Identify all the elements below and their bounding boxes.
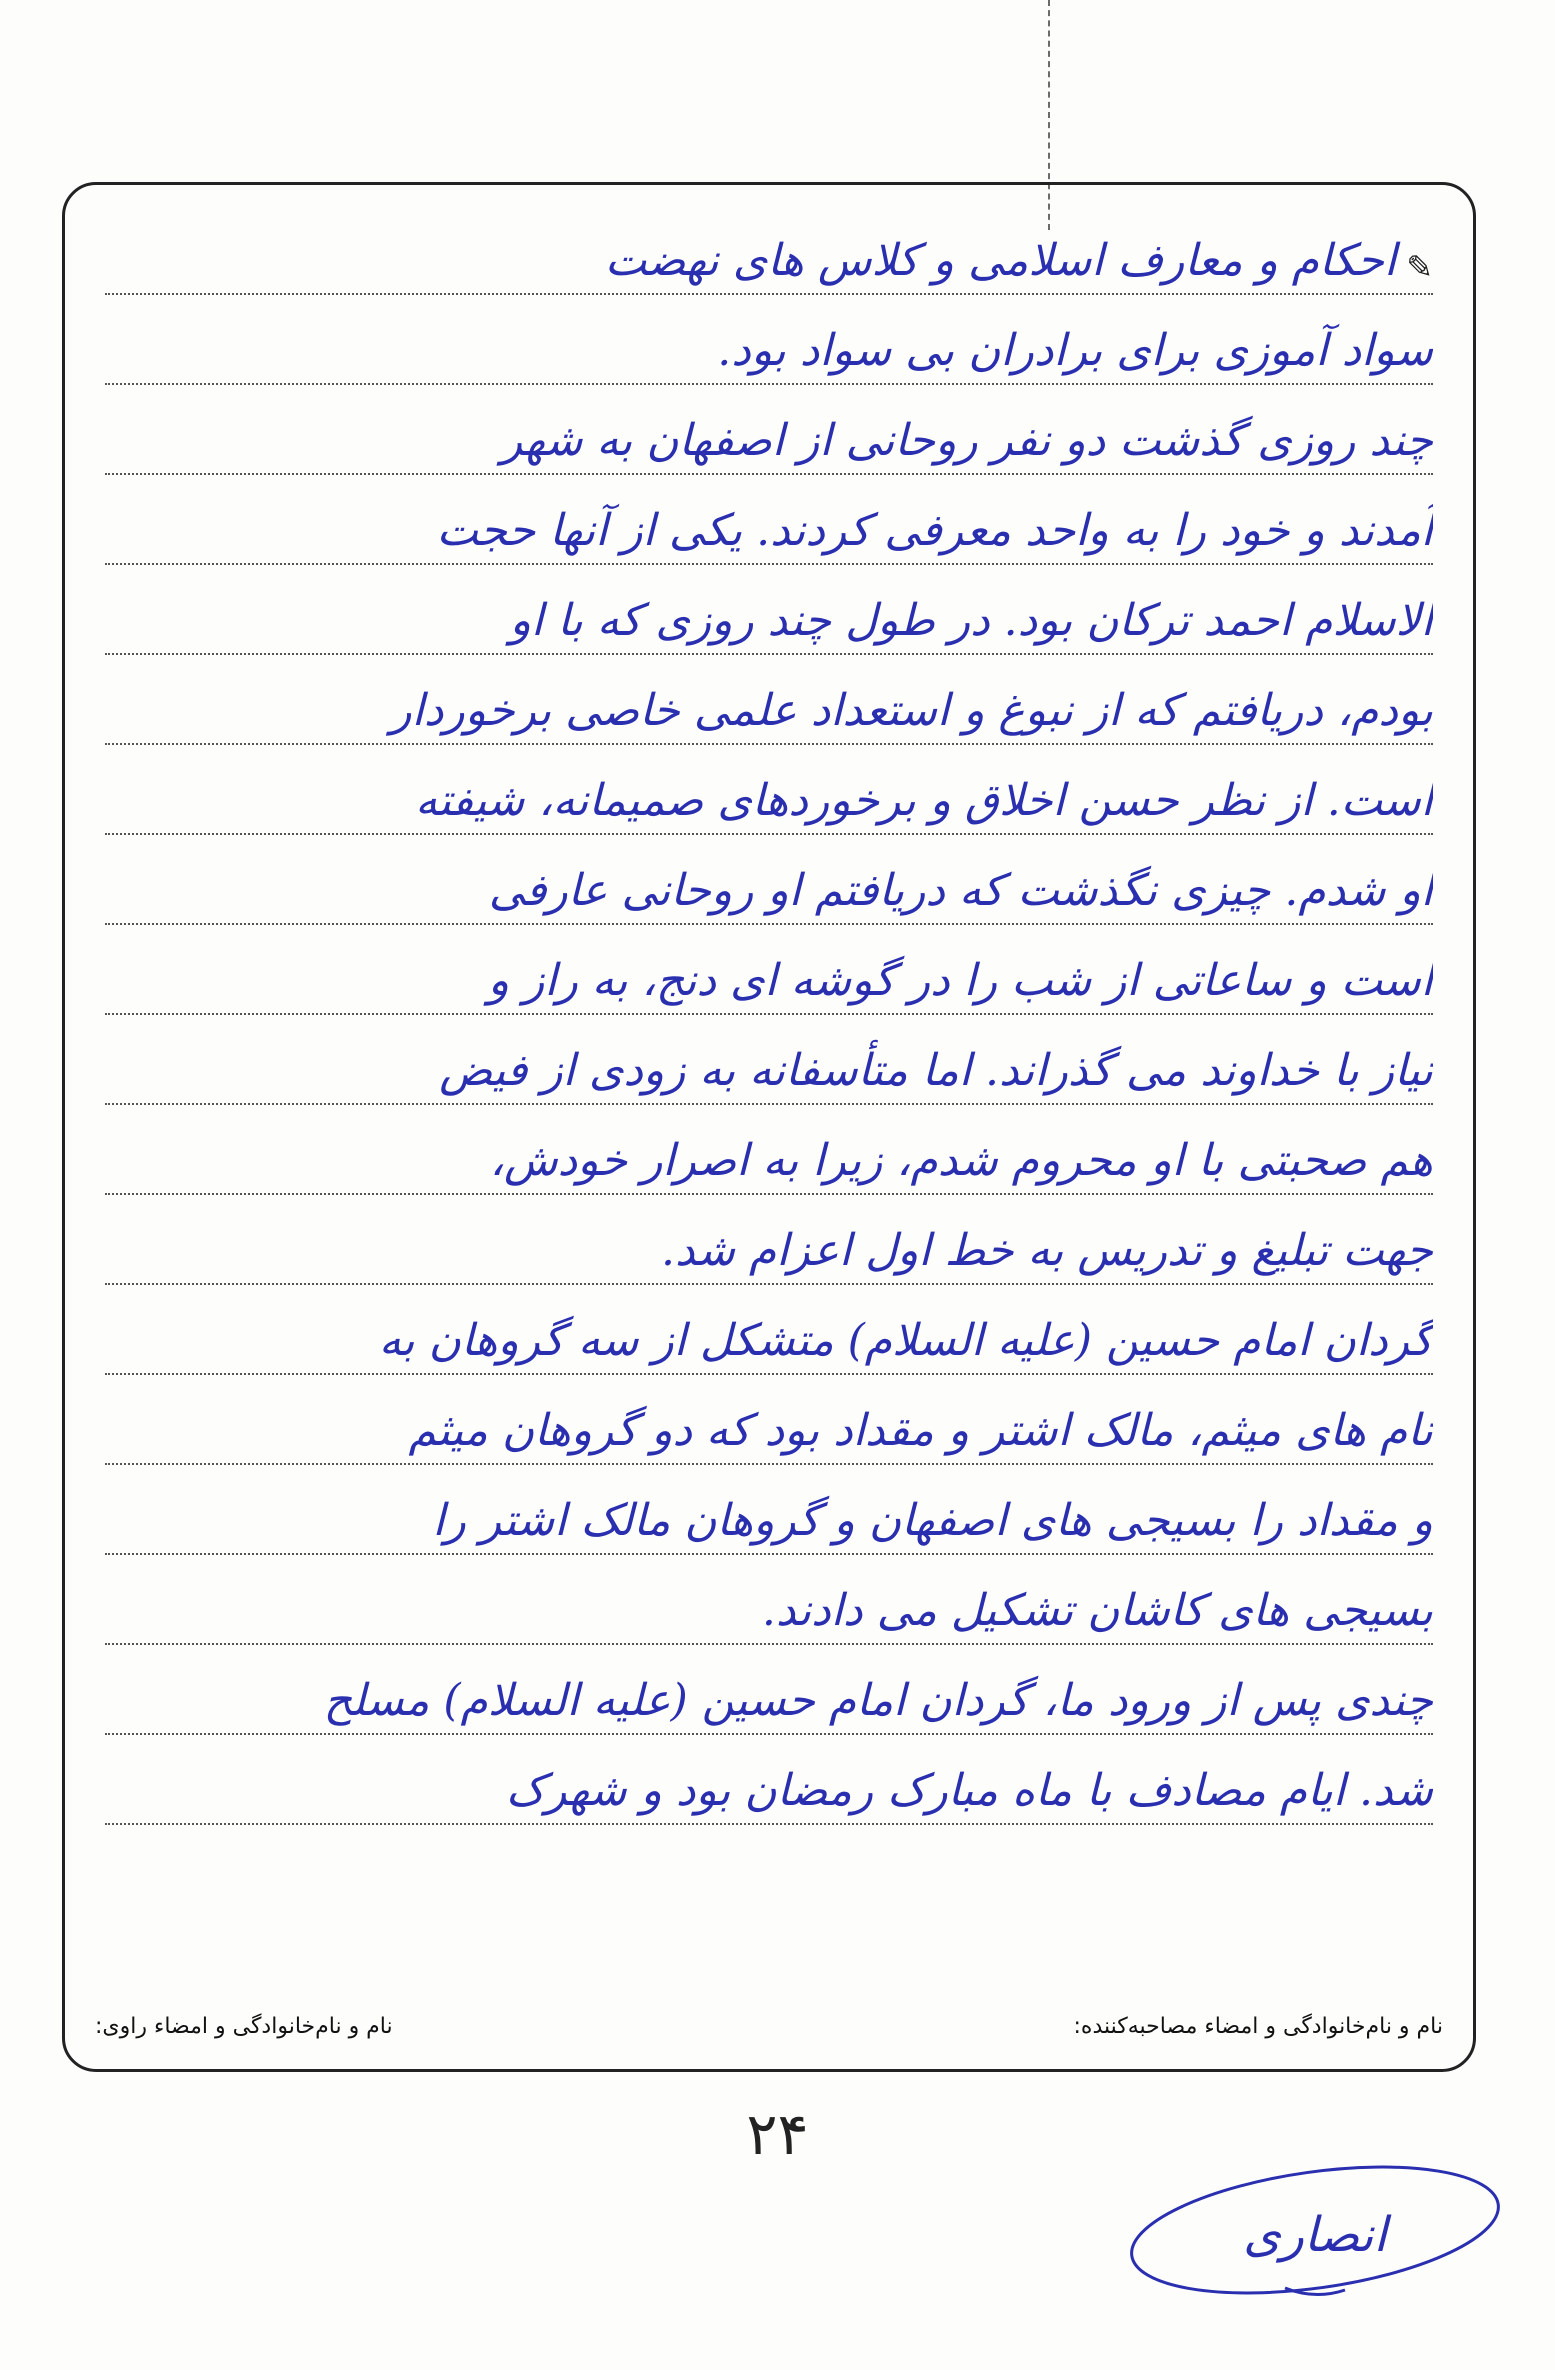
text-line bbox=[105, 1645, 1433, 1735]
text-line bbox=[105, 1465, 1433, 1555]
pencil-note-icon: ✎ bbox=[1406, 247, 1433, 286]
page-number: ۲۴ bbox=[746, 2100, 809, 2168]
text-line bbox=[105, 295, 1433, 385]
text-line bbox=[105, 475, 1433, 565]
text-line bbox=[105, 655, 1433, 745]
handwritten-signature bbox=[1115, 2160, 1515, 2310]
text-line-content: سواد آموزی برای برادران بی سواد بود. bbox=[717, 324, 1433, 376]
text-line bbox=[105, 1285, 1433, 1375]
text-line-content: هم صحبتی با او محروم شدم، زیرا به اصرار خودش، bbox=[489, 1134, 1433, 1186]
text-line bbox=[105, 1195, 1433, 1285]
text-line-content: چندی پس از ورود ما، گردان امام حسین (علیه السلام) مسلح bbox=[323, 1674, 1433, 1726]
text-line bbox=[105, 205, 1433, 295]
text-line bbox=[105, 1555, 1433, 1645]
text-line-content: جهت تبلیغ و تدریس به خط اول اعزام شد. bbox=[661, 1224, 1433, 1276]
handwritten-lines bbox=[105, 205, 1433, 1825]
text-line bbox=[105, 1105, 1433, 1195]
text-line-content: بودم، دریافتم که از نبوغ و استعداد علمی خاصی برخوردار bbox=[390, 684, 1433, 736]
signature-name: انصاری bbox=[1243, 2207, 1387, 2263]
signature-footer bbox=[95, 2014, 1443, 2039]
text-line bbox=[105, 1735, 1433, 1825]
text-line-content: الاسلام احمد ترکان بود. در طول چند روزی که با او bbox=[509, 594, 1433, 646]
text-line-content: او شدم. چیزی نگذشت که دریافتم او روحانی عارفی bbox=[488, 864, 1433, 916]
text-line-content: بسیجی های کاشان تشکیل می دادند. bbox=[761, 1584, 1433, 1636]
text-line bbox=[105, 925, 1433, 1015]
text-line-content: و مقداد را بسیجی های اصفهان و گروهان مالک اشتر را bbox=[432, 1494, 1433, 1546]
text-line-content: احکام و معارف اسلامی و کلاس های نهضت bbox=[604, 234, 1397, 286]
narrator-signature-label: نام و نام‌خانوادگی و امضاء راوی: bbox=[95, 2014, 393, 2039]
text-line bbox=[105, 565, 1433, 655]
text-line bbox=[105, 835, 1433, 925]
text-line-content: چند روزی گذشت دو نفر روحانی از اصفهان به شهر bbox=[501, 414, 1433, 466]
text-line-content: آمدند و خود را به واحد معرفی کردند. یکی از آنها حجت bbox=[436, 504, 1433, 556]
text-line-content: شد. ایام مصادف با ماه مبارک رمضان بود و شهرک bbox=[505, 1764, 1433, 1816]
text-line bbox=[105, 1375, 1433, 1465]
writing-frame bbox=[62, 182, 1476, 2072]
text-line-content: نیاز با خداوند می گذراند. اما متأسفانه به زودی از فیض bbox=[439, 1044, 1433, 1096]
text-line bbox=[105, 1015, 1433, 1105]
text-line bbox=[105, 385, 1433, 475]
text-line-content: نام های میثم، مالک اشتر و مقداد بود که دو گروهان میثم bbox=[408, 1404, 1433, 1456]
text-line-content: گردان امام حسین (علیه السلام) متشکل از سه گروهان به bbox=[378, 1314, 1433, 1366]
text-line bbox=[105, 745, 1433, 835]
interviewer-signature-label: نام و نام‌خانوادگی و امضاء مصاحبه‌کننده: bbox=[1073, 2014, 1443, 2039]
text-line-content: است و ساعاتی از شب را در گوشه ای دنج، به راز و bbox=[487, 954, 1433, 1006]
text-line-content: است. از نظر حسن اخلاق و برخوردهای صمیمانه، شیفته bbox=[415, 774, 1433, 826]
